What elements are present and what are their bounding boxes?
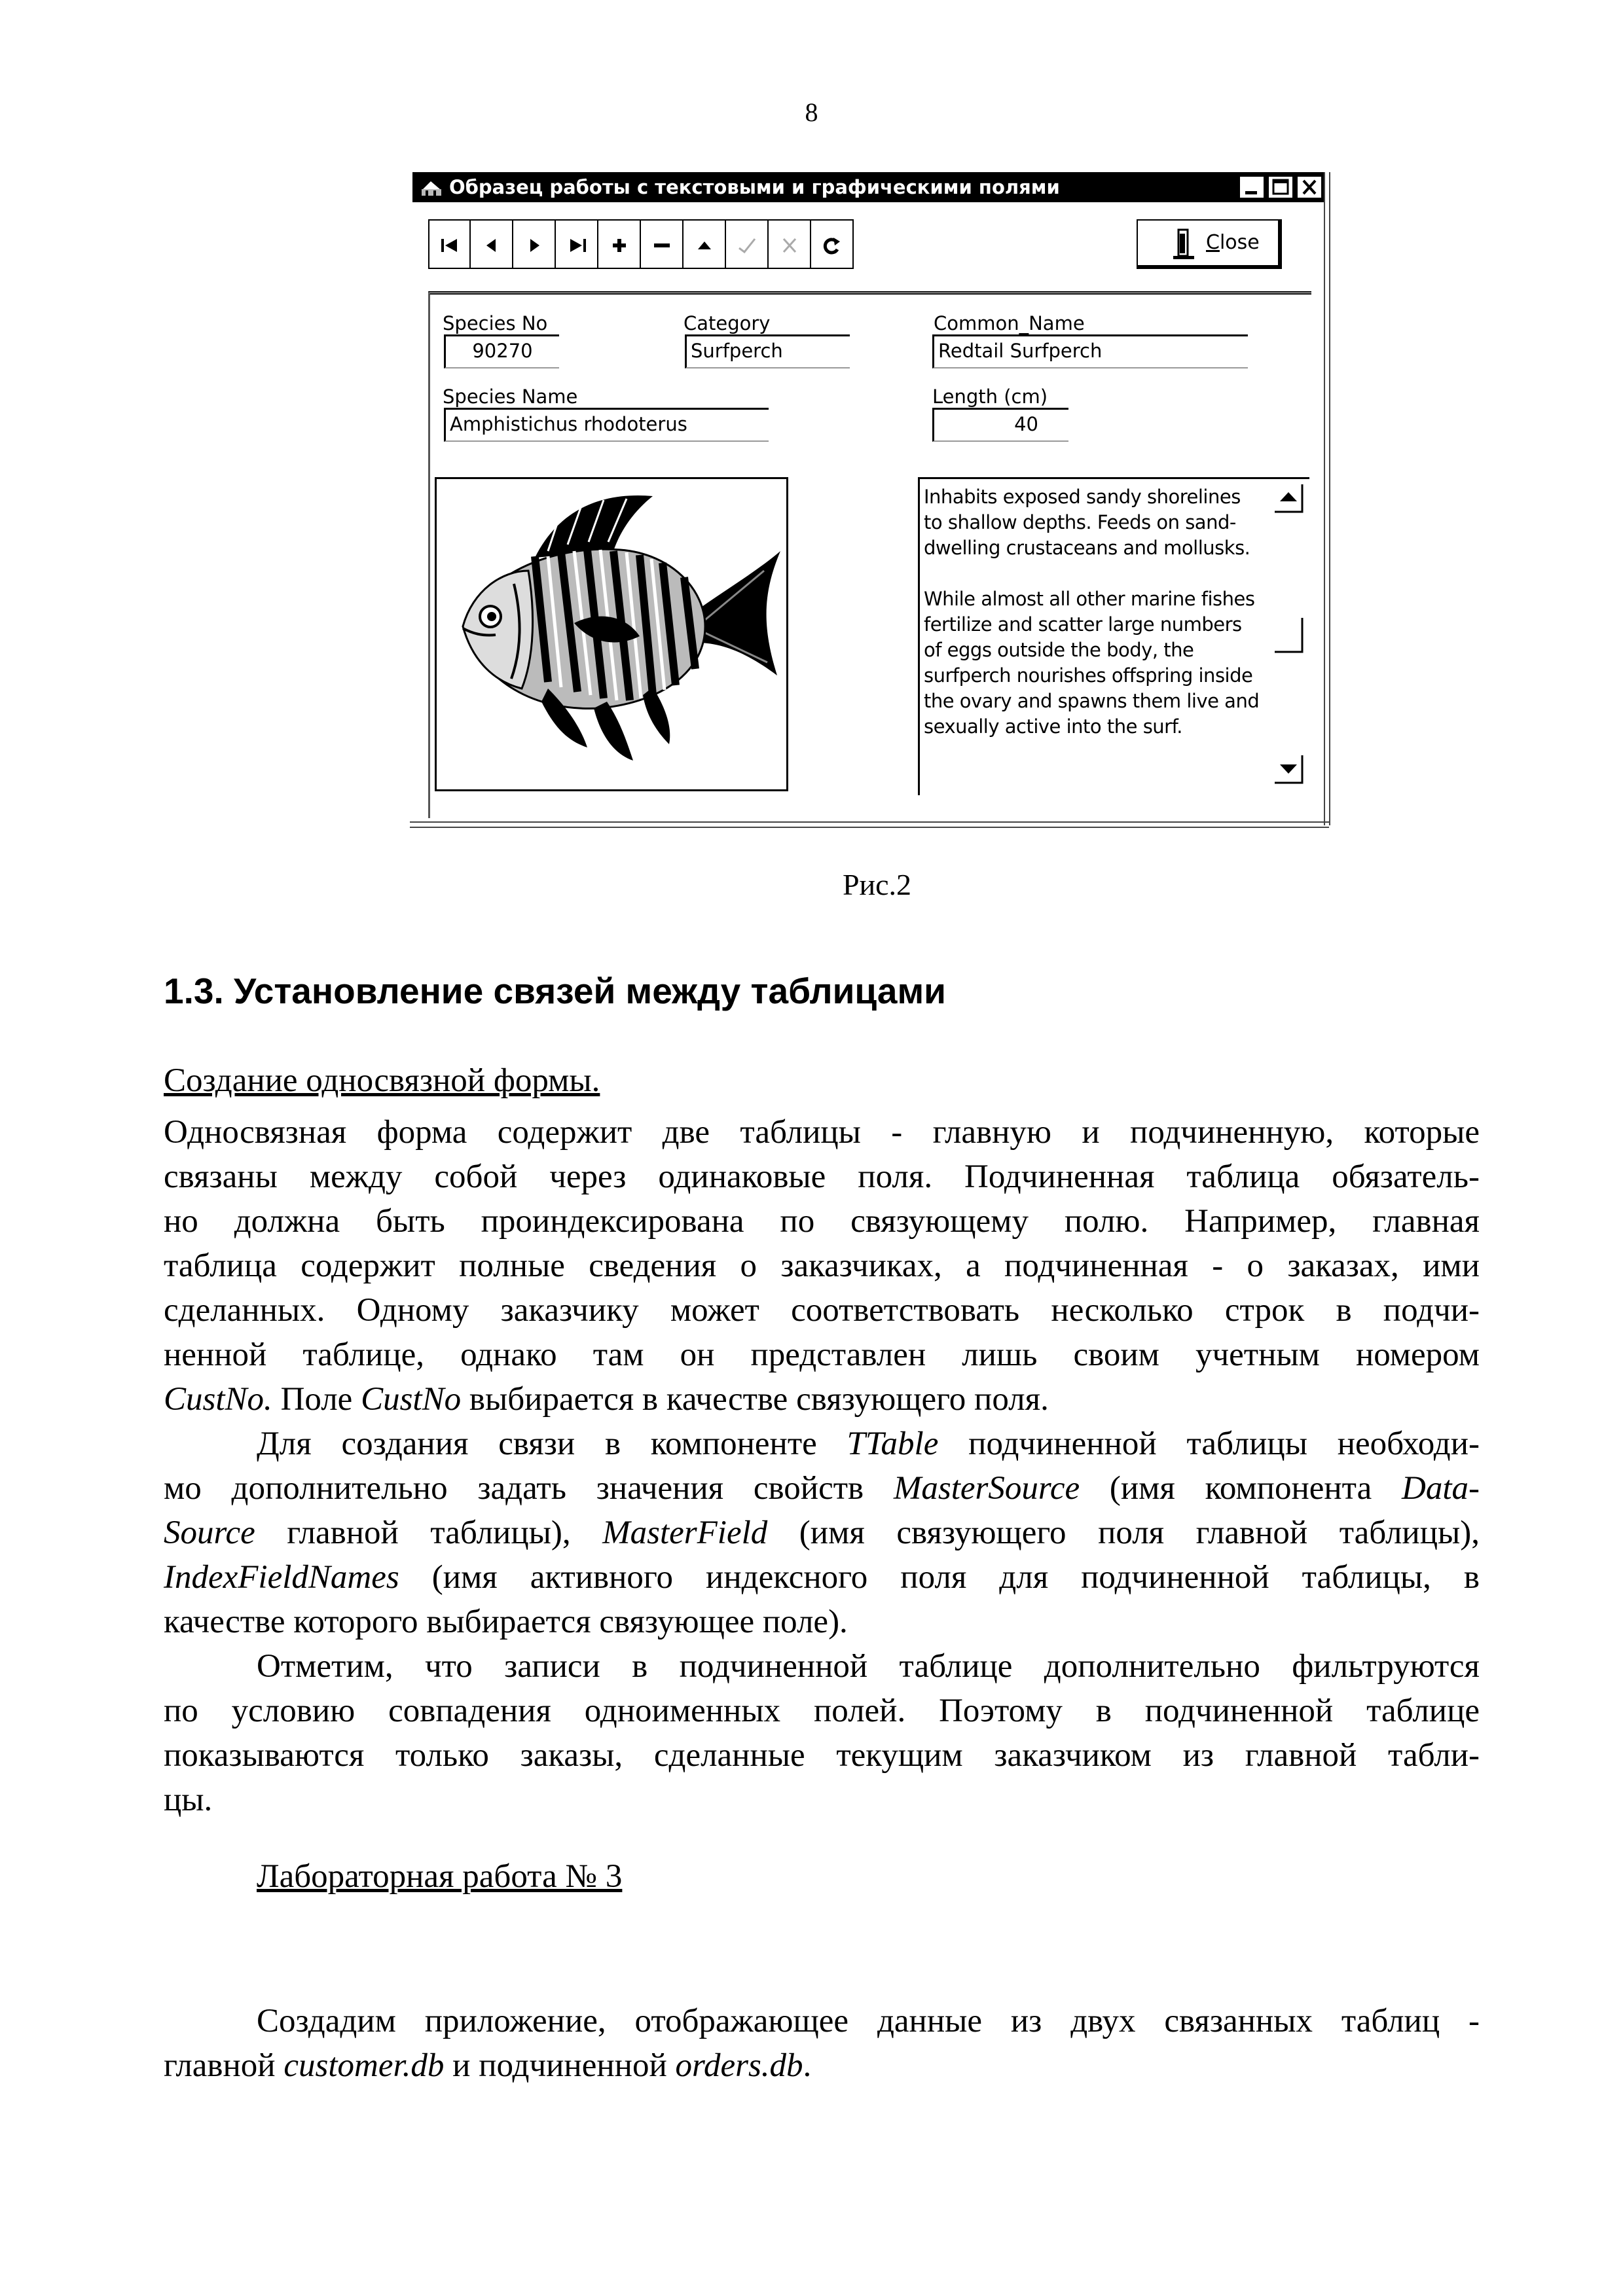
app-window [405, 167, 1329, 828]
edit-icon [690, 231, 719, 260]
notes-paragraph-1: Inhabits exposed sandy shorelines to shallow depths. Feeds on sand-dwelling crustaceans and mollusks. [924, 486, 1250, 559]
notes-paragraph-2: While almost all other marine fishes fertilize and scatter large numbers of eggs outside the body, the surfperch nourishes offspring inside the ovary and spawns them live and sexually active into the surf. [924, 588, 1260, 738]
scroll-up-icon[interactable] [1272, 482, 1305, 514]
paragraph-1 [164, 1110, 1480, 1422]
nav-delete-button[interactable] [641, 219, 684, 269]
paragraph-3 [164, 1644, 1480, 1822]
species-name-field[interactable]: Amphistichus rhodoterus [444, 408, 769, 442]
category-field[interactable]: Surfperch [685, 334, 850, 368]
text-line: но должна быть проиндексирована по связующему полю. Например, главная [164, 1203, 1480, 1240]
minimize-icon [1240, 177, 1264, 198]
species-no-field[interactable]: 90270 [444, 334, 559, 368]
text-line: показываются только заказы, сделанные текущим заказчиком из главной табли- [164, 1737, 1480, 1774]
text-line: Отметим, что записи в подчиненной таблице дополнительно фильтруются [257, 1648, 1480, 1685]
section-heading: 1.3. Установление связей между таблицами [164, 971, 946, 1011]
title-bar[interactable] [412, 172, 1324, 202]
close-button[interactable] [1137, 219, 1282, 269]
window-title: Образец работы с текстовыми и графическими полями [449, 176, 1060, 198]
insert-icon [605, 231, 634, 260]
nav-post-button[interactable] [726, 219, 769, 269]
close-button-label: Close [1206, 231, 1260, 254]
nav-prior-button[interactable] [471, 219, 513, 269]
close-icon [1298, 177, 1321, 198]
post-icon [733, 231, 761, 260]
cancel-icon [775, 231, 804, 260]
last-icon [562, 231, 591, 260]
page-number: 8 [805, 98, 818, 127]
maximize-icon [1269, 177, 1292, 198]
category-label: Category [684, 312, 771, 334]
species-name-label: Species Name [443, 386, 578, 408]
text-line: качестве которого выбирается связующее поле). [164, 1604, 848, 1640]
delete-icon [647, 231, 676, 260]
nav-last-button[interactable] [556, 219, 598, 269]
fish-icon [437, 479, 786, 789]
scroll-down-icon[interactable] [1272, 753, 1305, 785]
nav-cancel-button[interactable] [769, 219, 811, 269]
text-line: связаны между собой через одинаковые поля. Подчиненная таблица обязатель- [164, 1158, 1480, 1195]
text-line: IndexFieldNames (имя активного индексного поля для подчиненной таблицы, в [164, 1559, 1480, 1596]
next-icon [520, 231, 549, 260]
app-icon [420, 177, 443, 197]
text-line: CustNo. Поле CustNo выбирается в качестве связующего поля. [164, 1381, 1049, 1418]
text-line: ненной таблице, однако там он представлен лишь своим учетным номером [164, 1336, 1480, 1373]
common-name-label: Common_Name [934, 312, 1085, 334]
text-line: Односвязная форма содержит две таблицы - главную и подчиненную, которые [164, 1114, 1480, 1151]
paragraph-2 [164, 1422, 1480, 1644]
paragraph-4 [164, 1999, 1480, 2088]
window-right-edge [1324, 172, 1330, 825]
prior-icon [477, 231, 506, 260]
scroll-thumb[interactable] [1272, 615, 1305, 655]
nav-next-button[interactable] [513, 219, 556, 269]
species-no-label: Species No [443, 312, 548, 334]
window-close-button[interactable] [1296, 175, 1322, 199]
nav-first-button[interactable] [428, 219, 471, 269]
notes-memo[interactable] [918, 477, 1309, 795]
text-line: Создадим приложение, отображающее данные из двух связанных таблиц - [257, 2003, 1480, 2039]
common-name-field[interactable]: Redtail Surfperch [932, 334, 1248, 368]
figure-caption: Рис.2 [842, 868, 912, 901]
lab-title: Лабораторная работа № 3 [257, 1858, 623, 1895]
first-icon [436, 231, 465, 260]
window-bottom-edge [410, 821, 1329, 828]
notes-scrollbar[interactable] [1272, 482, 1305, 795]
length-label: Length (cm) [932, 386, 1048, 408]
subheading: Создание односвязной формы. [164, 1062, 600, 1099]
text-line: таблица содержит полные сведения о заказчиках, а подчиненная - о заказах, ими [164, 1247, 1480, 1284]
text-line: сделанных. Одному заказчику может соответствовать несколько строк в подчи- [164, 1292, 1480, 1329]
nav-insert-button[interactable] [598, 219, 641, 269]
door-exit-icon [1171, 227, 1197, 261]
fish-image-box [435, 477, 788, 791]
text-line: мо дополнительно задать значения свойств MasterSource (имя компонента Data- [164, 1470, 1480, 1507]
refresh-icon [818, 231, 847, 260]
text-line: цы. [164, 1782, 213, 1818]
nav-refresh-button[interactable] [811, 219, 854, 269]
nav-edit-button[interactable] [684, 219, 726, 269]
notes-text [924, 484, 1264, 765]
text-line: главной customer.db и подчиненной orders.db. [164, 2047, 812, 2084]
maximize-button[interactable] [1267, 175, 1294, 199]
db-navigator [428, 219, 854, 269]
text-line: Source главной таблицы), MasterField (имя связующего поля главной таблицы), [164, 1515, 1480, 1551]
minimize-button[interactable] [1239, 175, 1265, 199]
length-field[interactable]: 40 [932, 408, 1068, 442]
text-line: по условию совпадения одноименных полей. Поэтому в подчиненной таблице [164, 1693, 1480, 1729]
text-line: Для создания связи в компоненте TTable подчиненной таблицы необходи- [257, 1426, 1480, 1462]
